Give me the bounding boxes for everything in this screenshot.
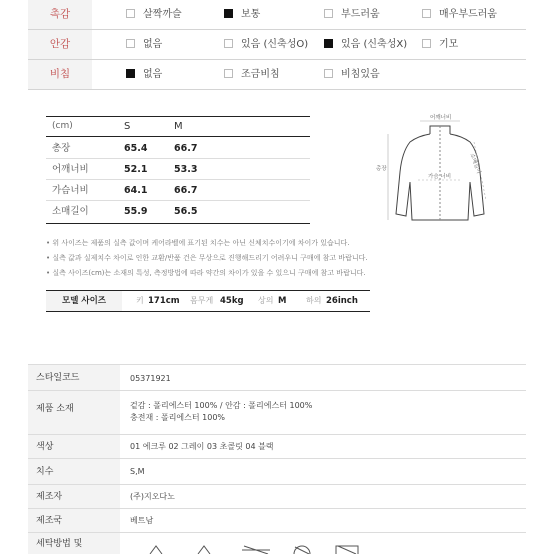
attr-option: 보통 (224, 0, 260, 29)
attr-row-touch (28, 0, 526, 30)
attr-head: 안감 (28, 30, 92, 59)
table-row: 어깨너비 52.1 53.3 (46, 159, 310, 180)
checkbox-icon (224, 69, 233, 78)
attr-option: 매우부드러움 (422, 0, 497, 29)
diagram-label-length: 총장 (376, 166, 387, 172)
info-row-care: 세탁방법 및 (28, 532, 526, 554)
info-row-country: 제조국 베트남 (28, 508, 526, 532)
fabric-attribute-table (28, 0, 526, 90)
attr-row-sheer (28, 60, 526, 90)
note-line: • 위 사이즈는 제품의 실측 값이며 케어라벨에 표기된 치수는 아닌 신체치수이기에 차이가 있습니다. (46, 239, 350, 247)
attr-option: 없음 (126, 30, 162, 59)
attr-option: 조금비침 (224, 60, 280, 89)
checkbox-icon (224, 39, 233, 48)
attr-option: 살짝까슬 (126, 0, 182, 29)
model-height: 171cm (148, 296, 180, 306)
checkbox-checked-icon (224, 9, 233, 18)
jacket-measurement-diagram (374, 112, 506, 230)
attr-head: 촉감 (28, 0, 92, 29)
size-col-s: S (124, 121, 131, 132)
checkbox-icon (126, 9, 135, 18)
checkbox-checked-icon (126, 69, 135, 78)
unit-label: (cm) (52, 121, 73, 131)
checkbox-checked-icon (324, 39, 333, 48)
size-col-m: M (174, 121, 183, 132)
model-top: M (278, 296, 287, 306)
attr-row-lining (28, 30, 526, 60)
attr-option: 부드러움 (324, 0, 380, 29)
table-row: 소매길이 55.9 56.5 (52, 206, 198, 217)
size-table-header (46, 116, 310, 137)
attr-option: 있음 (신축성X) (324, 30, 407, 59)
attr-head: 비침 (28, 60, 92, 89)
info-row-size: 치수 S,M (28, 458, 526, 484)
care-symbols-icon (140, 540, 380, 554)
diagram-label-sleeve: 소매길이 (468, 152, 482, 175)
note-line: • 실측 값과 실제치수 차이로 인한 교환/반품 건은 무상으로 진행해드리기 어려우니 구매에 참고 바랍니다. (46, 254, 368, 262)
checkbox-icon (126, 39, 135, 48)
divider (46, 223, 310, 224)
checkbox-icon (422, 39, 431, 48)
attr-option: 비침있음 (324, 60, 380, 89)
diagram-label-chest: 가슴 너비 (428, 174, 452, 180)
checkbox-icon (324, 69, 333, 78)
info-row-manufacturer: 제조자 (주)지오다노 (28, 484, 526, 508)
attr-option: 있음 (신축성O) (224, 30, 308, 59)
checkbox-icon (324, 9, 333, 18)
info-row-color: 색상 01 에크루 02 그레이 03 초콜릿 04 블랙 (28, 434, 526, 458)
model-weight: 45kg (220, 296, 244, 306)
note-line: • 실측 사이즈(cm)는 소재의 특성, 측정방법에 따라 약간의 차이가 있을 수 있으니 구매에 참고 바랍니다. (46, 269, 366, 277)
attr-option: 기모 (422, 30, 458, 59)
table-row: 가슴너비 64.1 66.7 (46, 180, 310, 201)
model-size-bar: 모델 사이즈 키 171cm 몸무게 45kg 상의 M 하의 26inch (46, 290, 370, 312)
model-bottom: 26inch (326, 296, 358, 306)
jacket-icon (374, 112, 506, 230)
attr-option: 없음 (126, 60, 162, 89)
model-size-title: 모델 사이즈 (46, 291, 122, 311)
info-row-material: 제품 소재 겉감 : 폴리에스터 100% / 안감 : 폴리에스터 100% 충전재 : 폴리에스터 100% (28, 390, 526, 434)
checkbox-icon (422, 9, 431, 18)
size-notes (46, 236, 516, 281)
table-row: 총장 65.4 66.7 (46, 138, 310, 159)
info-row-style-code: 스타일코드 05371921 (28, 364, 526, 390)
diagram-label-shoulder: 어깨너비 (430, 115, 452, 121)
